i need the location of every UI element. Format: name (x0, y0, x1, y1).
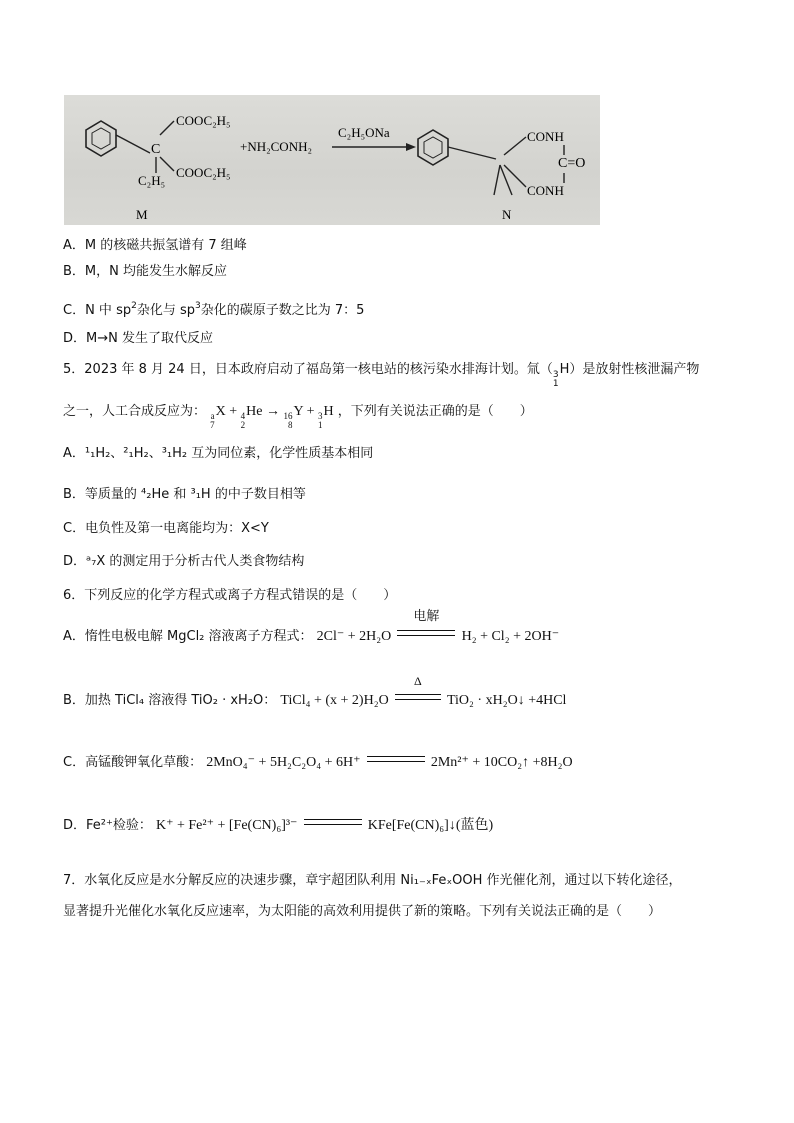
q4-option-d: D．M→N 发生了取代反应 (63, 331, 213, 346)
m-ethyl: C₂H₅ (138, 173, 166, 188)
q6-option-b: B．加热 TiCl₄ 溶液得 TiO₂ · xH₂O： TiCl₄ + (x + 2)H₂O Δ TiO₂ · xH₂O↓ +4HCl (63, 674, 567, 708)
q7-stem-line1: 7．水氧化反应是水分解反应的决速步骤，章宇超团队利用 Ni₁₋ₓFeₓOOH 作光催化剂，通过以下转化途径， (63, 873, 682, 888)
m-label: M (136, 207, 148, 222)
m-ester-top: COOC₂H₅ (176, 113, 231, 128)
m-center: C (151, 142, 161, 157)
q5-option-b: B．等质量的 ⁴₂He 和 ³₁H 的中子数目相等 (63, 487, 306, 502)
q7-stem-line2: 显著提升光催化水氧化反应速率，为太阳能的高效利用提供了新的策略。下列有关说法正确的是（ ） (63, 904, 662, 919)
q6-option-a: A．惰性电极电解 MgCl₂ 溶液离子方程式： 2Cl⁻ + 2H₂O 电解 H₂ + Cl₂ + 2OH⁻ (63, 609, 560, 644)
q4-option-c: C．N 中 $sp^2$杂化与 $sp^3$杂化的碳原子数之比为 7：5 (63, 301, 365, 318)
q5-stem-line2: 之一，人工合成反应为： a 7 X + 4 2 He → 16 8 Y + 3 1 H ，下列有关说法正确的是（ ） (63, 404, 533, 430)
benzene-ring-m (86, 121, 116, 156)
m-ester-bottom: COOC₂H₅ (176, 165, 231, 180)
electrolysis-condition: 电解 (413, 609, 440, 624)
benzene-ring-n (418, 130, 448, 165)
n-carbonyl: C=O (558, 156, 586, 171)
q6-stem: 6．下列反应的化学方程式或离子方程式错误的是（ ） (63, 588, 397, 603)
reaction-figure (64, 95, 600, 225)
heat-condition: Δ (413, 674, 422, 688)
q5-option-d: D．ᵃ₇X 的测定用于分析古代人类食物结构 (63, 554, 305, 569)
q5-option-c: C．电负性及第一电离能均为：X<Y (63, 521, 269, 536)
q4-option-b: B．M，N 均能发生水解反应 (63, 264, 227, 279)
catalyst-label: C₂H₅ONa (338, 125, 390, 140)
q4-option-a: A．M 的核磁共振氢谱有 7 组峰 (63, 238, 247, 253)
nuclear-reaction: a 7 X + 4 2 He → 16 8 Y + 3 1 H (210, 404, 334, 430)
n-amide-top: CONH (527, 129, 564, 144)
q5-option-a: A．¹₁H₂、²₁H₂、³₁H₂ 互为同位素，化学性质基本相同 (63, 446, 374, 461)
q5-stem-line1: 5．2023 年 8 月 24 日，日本政府启动了福岛第一核电站的核污染水排海计划。氚（ 3 1 H）是放射性核泄漏产物 (63, 362, 700, 389)
q6-option-c: C．高锰酸钾氧化草酸： 2MnO₄⁻ + 5H₂C₂O₄ + 6H⁺ 2Mn²⁺ + 10CO₂↑ +8H₂O (63, 755, 573, 770)
reaction-scheme (64, 95, 600, 225)
reagent-urea: +NH₂CONH₂ (240, 139, 313, 154)
q6-option-d: D．Fe²⁺检验： K⁺ + Fe²⁺ + [Fe(CN)₆]³⁻ KFe[Fe(CN)₆]↓(蓝色) (63, 818, 494, 833)
n-label: N (502, 207, 512, 222)
n-amide-bottom: CONH (527, 183, 564, 198)
benzene-inner-m (92, 128, 110, 149)
